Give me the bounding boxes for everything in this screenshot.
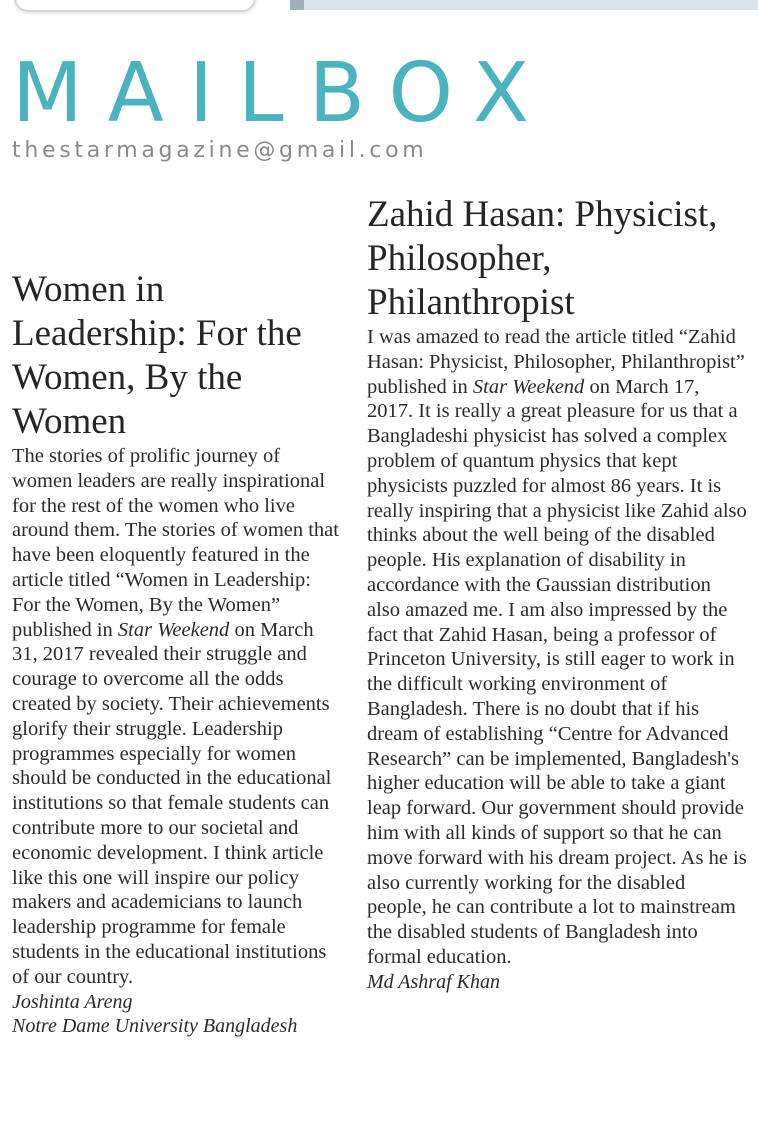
letter-body-text: I was amazed to read the article titled “Zahid Hasan: Physicist, Philosopher, Philanthropist” published in — [367, 326, 745, 398]
publication-name: Star Weekend — [472, 375, 585, 398]
letter-body — [12, 444, 342, 990]
top-bar-decoration — [290, 0, 758, 10]
letter-author: Md Ashraf Khan — [367, 970, 500, 993]
letter-zahid-hasan — [367, 193, 747, 994]
letter-body — [367, 325, 747, 970]
letter-women-in-leadership — [12, 268, 342, 1038]
letter-body-text: on March 17, 2017. It is really a great pleasure for us that a Bangladeshi physicist has solved a complex problem of quantum physics that kept physicists puzzled for almost 86 years. It is really inspiring that a physicist like Zahid also thinks about the well being of the disabled people. His explanation of disability in accordance with the Gaussian distribution also amazed me. I am also impressed by the fact that Zahid Hasan, being a professor of Princeton University, is still eager to work in the difficult working environment of Bangladesh. There is no doubt that if his dream of establishing “Centre for Advanced Research” can be implemented, Bangladesh's higher education will be able to take a giant leap forward. Our government should provide him with all kinds of support so that he can move forward with his dream project. As he is also currently working for the disabled people, he can contribute a lot to mainstream the disabled students of Bangladesh into formal education. — [367, 375, 747, 968]
letter-title: Zahid Hasan: Physicist, Philosopher, Philanthropist — [367, 194, 718, 323]
letter-author: Joshinta Areng — [12, 990, 133, 1013]
masthead-email: thestarmagazine@gmail.com — [12, 138, 428, 163]
publication-name: Star Weekend — [117, 618, 230, 641]
masthead-title: MAILBOX — [12, 46, 554, 141]
letter-body-text: on March 31, 2017 revealed their struggle and courage to overcome all the odds created by society. Their achievements glorify their struggle. Leadership programmes especially for women should be conducted in the educational institutions so that female students can contribute more to our societal and economic development. I think article like this one will inspire our policy makers and academicians to launch leadership programme for female students in the educational institutions of our country. — [12, 618, 332, 988]
letter-body-text: The stories of prolific journey of women leaders are really inspirational for the rest of the women who live around them. The stories of women that have been eloquently featured in the article titled “Women in Leadership: For the Women, By the Women” published in — [12, 445, 339, 641]
letter-title: Women in Leadership: For the Women, By the Women — [12, 269, 302, 442]
letter-affiliation: Notre Dame University Bangladesh — [12, 1014, 298, 1037]
top-tab-decoration — [14, 0, 256, 12]
